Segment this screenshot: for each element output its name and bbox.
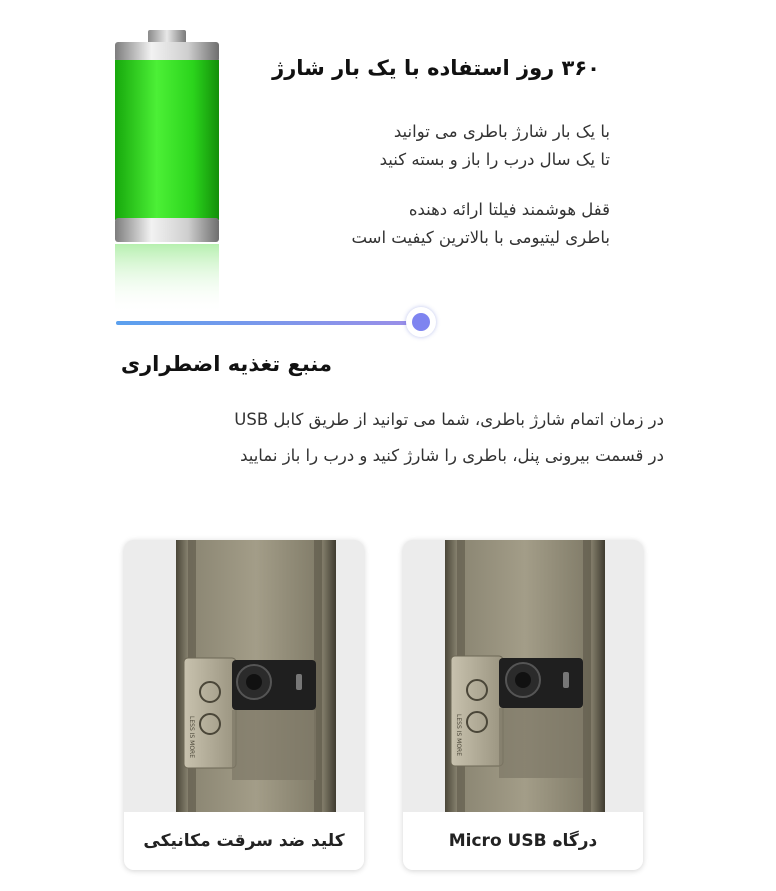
battery-paragraph-1-line-1: با یک بار شارژ باطری می توانید (393, 122, 610, 141)
emergency-title: منبع تغذیه اضطراری (120, 352, 332, 376)
lock-photo (403, 540, 643, 812)
battery-paragraph-2 (250, 196, 610, 252)
emergency-body-line-2: در قسمت بیرونی پنل، باطری را شارژ کنید و درب را باز نمایید (240, 446, 664, 465)
engraving-text: LESS IS MORE (188, 716, 195, 759)
battery-icon (112, 28, 222, 318)
lock-photo (124, 540, 364, 812)
emergency-body-line-1: در زمان اتمام شارژ باطری، شما می توانید از طریق کابل USB (234, 410, 664, 429)
card-label-mechanical-key: کلید ضد سرقت مکانیکی (124, 812, 364, 870)
divider-knob-icon (406, 307, 436, 337)
emergency-body (100, 402, 664, 474)
battery-paragraph-2-line-2: باطری لیتیومی با بالاترین کیفیت است (351, 228, 610, 247)
card-micro-usb (403, 540, 643, 870)
engraving-text: LESS IS MORE (455, 714, 462, 757)
card-mechanical-key (124, 540, 364, 870)
battery-paragraph-2-line-1: قفل هوشمند فیلتا ارائه دهنده (408, 200, 610, 219)
section-divider (116, 321, 416, 325)
battery-paragraph-1 (250, 118, 610, 174)
card-label-micro-usb: درگاه Micro USB (403, 812, 643, 870)
battery-paragraph-1-line-2: تا یک سال درب را باز و بسته کنید (379, 150, 610, 169)
battery-title: ۳۶۰ روز استفاده با یک بار شارژ (272, 56, 600, 80)
